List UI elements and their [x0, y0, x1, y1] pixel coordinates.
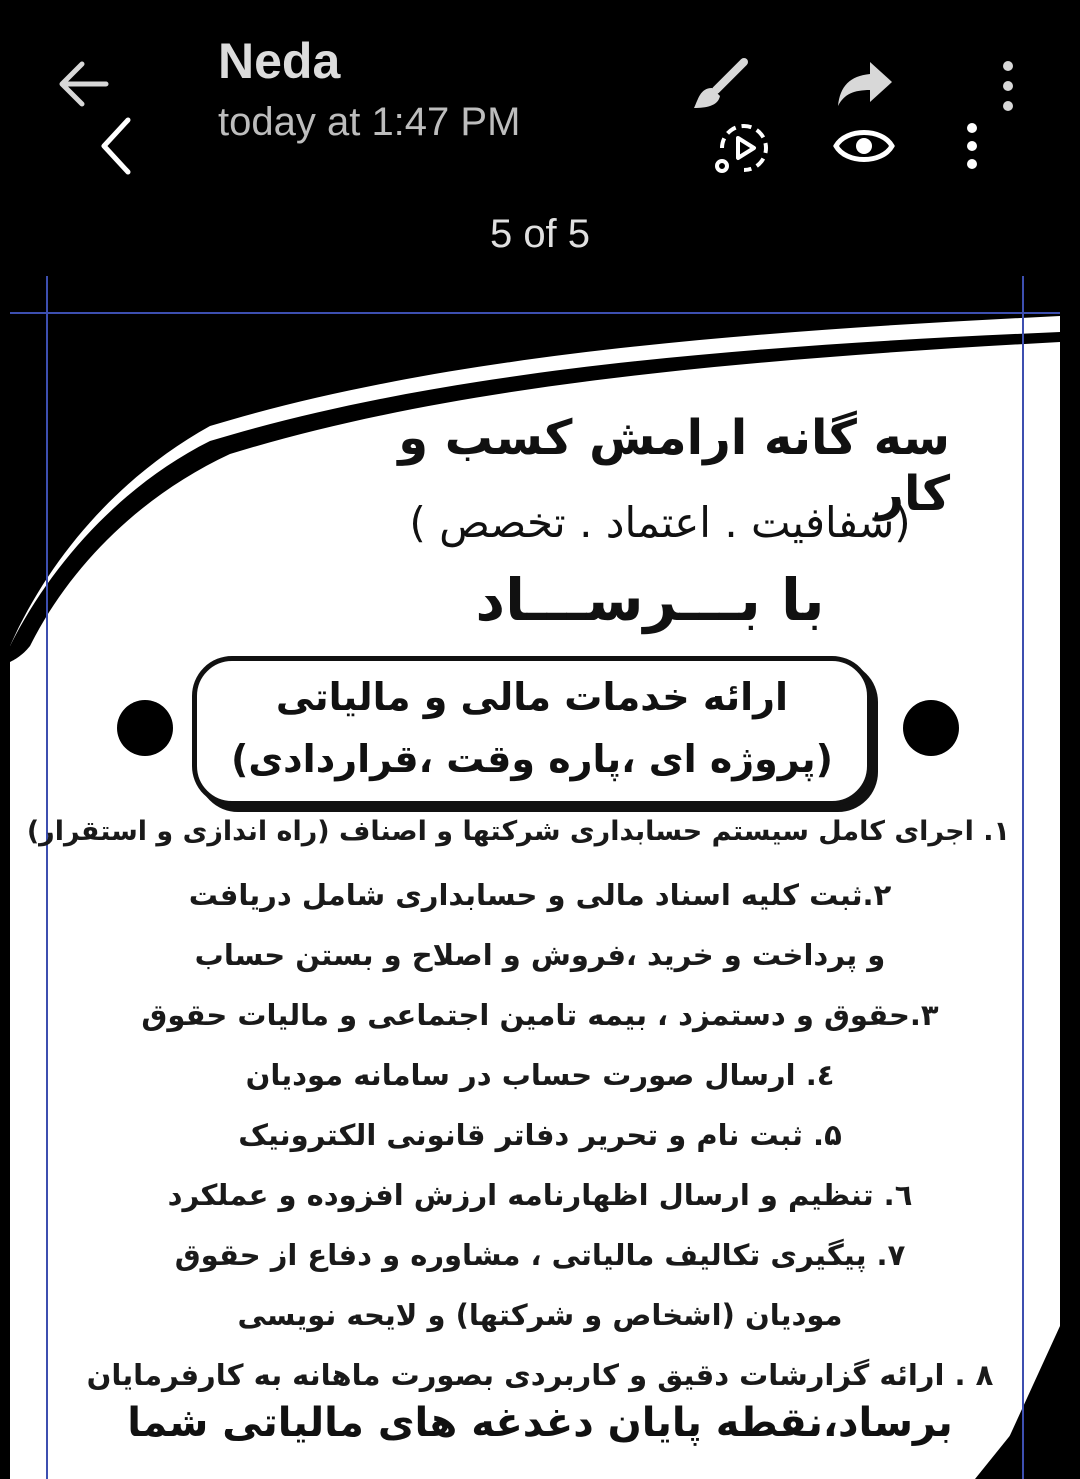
flyer-subheading: (شفافیت . اعتماد . تخصص ): [409, 498, 911, 547]
service-item-8: ۸ . ارائه گزارشات دقیق و کاربردی بصورت ماهانه به کارفرمایان: [86, 1358, 994, 1392]
image-counter: 5 of 5: [489, 212, 591, 256]
service-item-7: ۷. پیگیری تکالیف مالیاتی ، مشاوره و دفاع از حقوق: [174, 1238, 906, 1272]
arrow-left-icon[interactable]: [58, 58, 110, 110]
more-vertical-icon[interactable]: [996, 60, 1020, 112]
flyer-tagline: برساد،نقطه پایان دغدغه های مالیاتی شما: [127, 1400, 953, 1446]
flyer-brand-name: با بـــرســـاد: [475, 566, 825, 634]
video-edit-icon[interactable]: [712, 118, 776, 178]
service-item-7-cont: مودیان (اشخاص و شرکتها) و لایحه نویسی: [237, 1298, 843, 1332]
service-item-1: ۱. اجرای کامل سیستم حسابداری شرکتها و اصناف (راه اندازی و استقرار): [26, 816, 1010, 847]
service-item-2-cont: و پرداخت و خرید ،فروش و اصلاح و بستن حساب: [194, 938, 886, 972]
viewer-top-bar: [0, 0, 1080, 262]
services-title-box: [192, 656, 872, 806]
guide-line-horizontal: [10, 312, 1060, 314]
bullet-dot-right: [903, 700, 959, 756]
services-subtitle: (پروژه ای ،پاره وقت ،قراردادی): [230, 737, 834, 781]
image-viewer[interactable]: [0, 262, 1080, 1479]
service-item-5: ۵. ثبت نام و تحریر دفاتر قانونی الکترونیک: [238, 1118, 842, 1152]
share-icon[interactable]: [836, 60, 894, 108]
service-item-6: ٦. تنظیم و ارسال اظهارنامه ارزش افزوده و عملکرد: [167, 1178, 913, 1212]
brush-icon[interactable]: [690, 58, 750, 114]
service-item-2: ۲.ثبت کلیه اسناد مالی و حسابداری شامل دریافت: [188, 878, 892, 912]
chevron-left-icon[interactable]: [96, 116, 136, 176]
guide-line-vertical-right: [1022, 276, 1024, 1479]
bullet-dot-left: [117, 700, 173, 756]
service-item-3: ۳.حقوق و دستمزد ، بیمه تامین اجتماعی و مالیات حقوق: [141, 998, 939, 1032]
flyer-image: [10, 276, 1060, 1479]
services-title: ارائه خدمات مالی و مالیاتی: [275, 675, 789, 719]
message-timestamp: today at 1:47 PM: [218, 100, 521, 144]
service-item-4: ٤. ارسال صورت حساب در سامانه مودیان: [245, 1058, 835, 1092]
flyer-headline: سه گانه ارامش کسب و کار: [398, 410, 950, 522]
more-options-icon[interactable]: [960, 122, 984, 172]
sender-name: Neda: [218, 33, 341, 89]
guide-line-vertical-left: [46, 276, 48, 1479]
eye-icon[interactable]: [832, 122, 896, 170]
